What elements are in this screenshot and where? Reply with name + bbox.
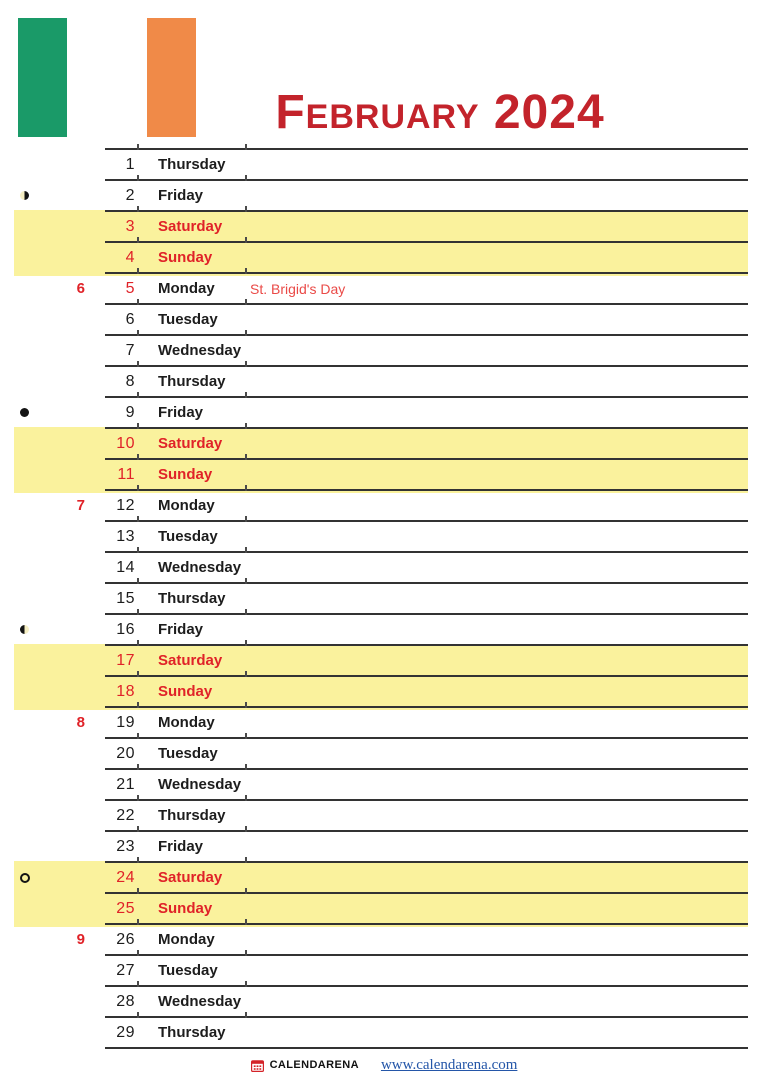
new-moon-icon	[20, 408, 29, 417]
weekday-label: Sunday	[158, 683, 213, 700]
calendar-row	[105, 644, 748, 675]
day-number: 23	[116, 837, 135, 855]
weekday-label: Tuesday	[158, 311, 218, 328]
day-number: 4	[125, 248, 135, 266]
day-number: 21	[116, 775, 135, 793]
weekday-label: Wednesday	[158, 559, 242, 576]
weekday-label: Monday	[158, 280, 215, 297]
weekday-label: Saturday	[158, 435, 223, 452]
page-title: February 2024	[275, 86, 605, 140]
day-number: 28	[116, 992, 135, 1010]
day-number: 1	[125, 155, 135, 173]
calendar-row	[105, 551, 748, 582]
day-number: 8	[125, 372, 135, 390]
day-number: 5	[125, 279, 135, 297]
calendar-row	[105, 365, 748, 396]
full-moon-icon	[20, 873, 30, 883]
weekday-label: Friday	[158, 838, 204, 855]
weekday-label: Wednesday	[158, 776, 242, 793]
weekday-label: Friday	[158, 187, 204, 204]
calendar-row	[76, 923, 748, 954]
weekday-label: Thursday	[158, 1024, 226, 1041]
weekday-label: Monday	[158, 931, 215, 948]
third-quarter-moon-icon	[20, 191, 29, 200]
day-number: 16	[116, 620, 135, 638]
day-number: 9	[125, 403, 135, 421]
calendar-row	[105, 892, 748, 923]
day-number: 11	[117, 465, 135, 483]
day-number: 26	[116, 930, 135, 948]
week-number: 9	[76, 931, 85, 948]
day-number: 2	[125, 186, 135, 204]
calendar-row	[105, 334, 748, 365]
day-number: 14	[116, 558, 135, 576]
weekday-label: Thursday	[158, 807, 226, 824]
day-number: 6	[125, 310, 135, 328]
day-number: 25	[116, 899, 135, 917]
calendar-row	[76, 706, 748, 737]
day-number: 24	[116, 868, 135, 886]
first-quarter-moon-icon	[20, 625, 29, 634]
brand-name: CALENDARENA	[269, 1059, 359, 1071]
calendar-row	[105, 830, 748, 861]
calendar-row	[105, 520, 748, 551]
day-number: 19	[116, 713, 135, 731]
week-number: 7	[76, 497, 85, 514]
week-number: 8	[76, 714, 85, 731]
weekday-label: Thursday	[158, 156, 226, 173]
calendar-row	[105, 768, 748, 799]
calendar-row	[105, 1016, 748, 1047]
weekday-label: Friday	[158, 621, 204, 638]
day-number: 29	[116, 1023, 135, 1041]
weekday-label: Thursday	[158, 590, 226, 607]
weekday-label: Tuesday	[158, 528, 218, 545]
weekday-label: Tuesday	[158, 745, 218, 762]
calendar-row	[76, 272, 748, 303]
day-number: 27	[116, 961, 135, 979]
weekday-label: Sunday	[158, 466, 213, 483]
calendar-row	[105, 861, 748, 892]
calendar-row	[105, 179, 748, 210]
weekday-label: Tuesday	[158, 962, 218, 979]
day-number: 20	[116, 744, 135, 762]
calendar-row	[105, 427, 748, 458]
weekday-label: Saturday	[158, 652, 223, 669]
weekday-label: Monday	[158, 714, 215, 731]
irish-flag-green-bar	[18, 18, 67, 137]
calendar-row	[105, 737, 748, 768]
calendar-rows	[76, 148, 748, 1049]
holiday-label: St. Brigid's Day	[250, 280, 346, 297]
weekday-label: Saturday	[158, 869, 223, 886]
calendar-row	[105, 396, 748, 427]
weekday-label: Sunday	[158, 900, 213, 917]
website-link[interactable]: www.calendarena.com	[380, 1056, 518, 1073]
day-number: 12	[116, 496, 135, 514]
weekday-label: Wednesday	[158, 993, 242, 1010]
calendar-row	[105, 210, 748, 241]
weekday-label: Wednesday	[158, 342, 242, 359]
day-number: 22	[116, 806, 135, 824]
weekday-label: Saturday	[158, 218, 223, 235]
weekday-label: Friday	[158, 404, 204, 421]
calendar-row	[105, 303, 748, 334]
weekday-label: Thursday	[158, 373, 226, 390]
calendar-row	[105, 985, 748, 1016]
weekday-label: Sunday	[158, 249, 213, 266]
calendar-row	[105, 954, 748, 985]
calendar-row	[76, 489, 748, 520]
week-number: 6	[76, 280, 85, 297]
calendar-row	[105, 675, 748, 706]
day-number: 13	[116, 527, 135, 545]
day-number: 3	[125, 217, 135, 235]
day-number: 15	[116, 589, 135, 607]
calendarena-logo-icon	[251, 1059, 264, 1072]
day-number: 7	[125, 341, 135, 359]
weekday-label: Monday	[158, 497, 215, 514]
day-number: 18	[116, 682, 135, 700]
calendar-row	[105, 582, 748, 613]
footer	[0, 1052, 768, 1078]
calendar-row	[105, 241, 748, 272]
day-number: 17	[116, 651, 135, 669]
day-number: 10	[116, 434, 135, 452]
calendar-row	[105, 799, 748, 830]
calendar-row	[105, 613, 748, 644]
calendar-row	[105, 148, 748, 179]
calendar-row	[105, 458, 748, 489]
